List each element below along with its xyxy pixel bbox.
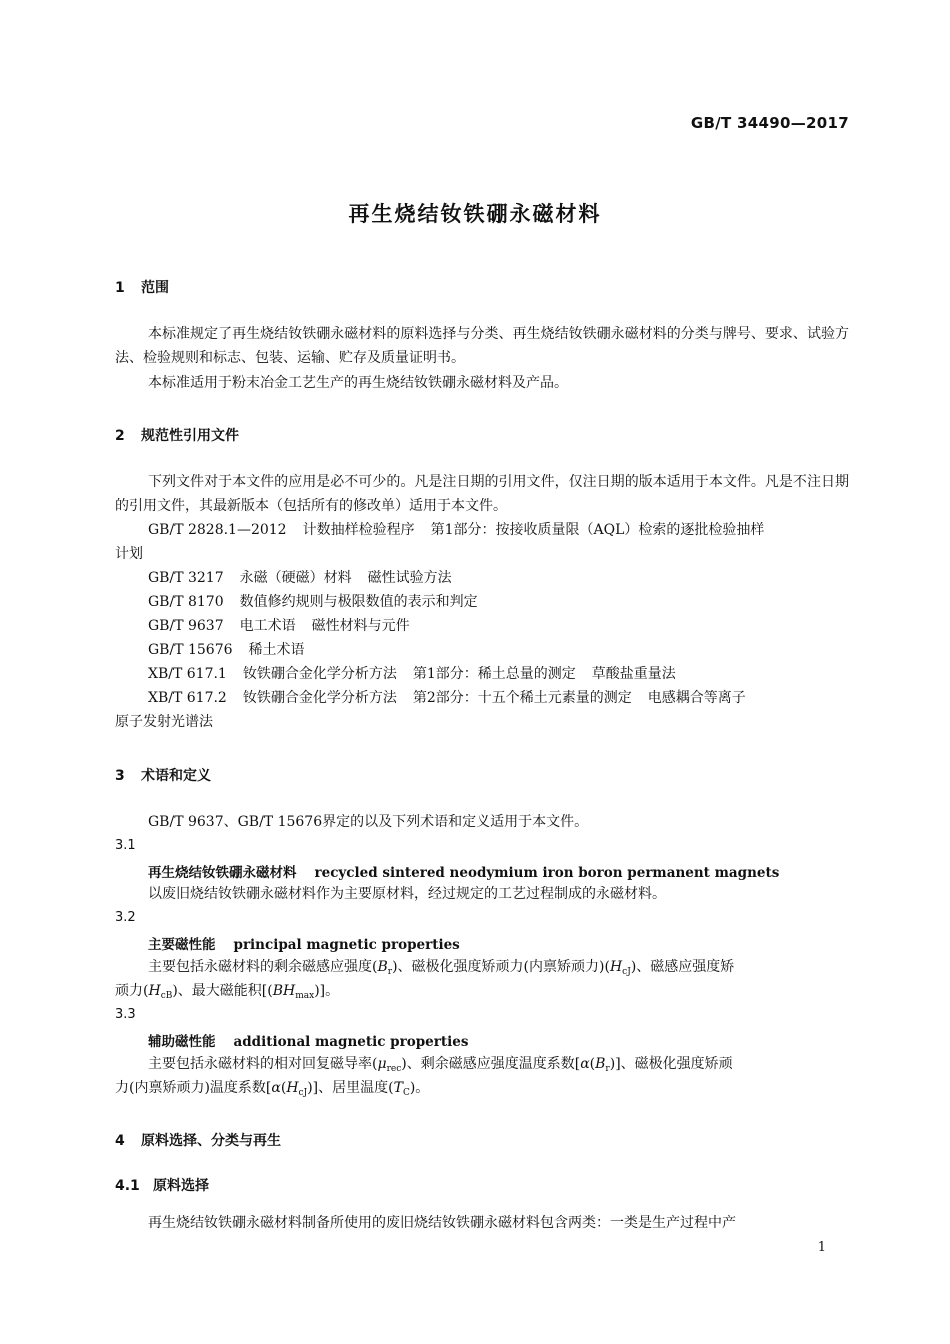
subscript: max xyxy=(295,991,315,1001)
section-title: 规范性引用文件 xyxy=(141,428,239,444)
section-number: 3 xyxy=(115,768,125,784)
symbol-h: H xyxy=(609,959,623,975)
definition-text: 主要包括永磁材料的剩余磁感应强度( xyxy=(148,959,378,975)
term-number: 3.3 xyxy=(115,1007,136,1022)
reference-item xyxy=(148,686,848,710)
symbol-bh: BH xyxy=(272,983,296,999)
definition-text: )]。 xyxy=(314,983,340,999)
reference-item xyxy=(148,590,848,614)
paragraph: 本标准规定了再生烧结钕铁硼永磁材料的原料选择与分类、再生烧结钕铁硼永磁材料的分类与牌号、要求、试验方法、检验规则和标志、包装、运输、贮存及质量证明书。 xyxy=(115,326,849,366)
term-title xyxy=(148,861,779,881)
reference-item xyxy=(148,614,848,638)
symbol-t: T xyxy=(393,1080,403,1096)
subscript: C xyxy=(402,1088,410,1098)
subscript: rec xyxy=(386,1064,402,1074)
reference-code: GB/T 9637 xyxy=(148,618,224,634)
section-3-heading xyxy=(115,765,211,785)
reference-item xyxy=(148,566,848,590)
subscript: r xyxy=(387,967,393,977)
reference-code: GB/T 15676 xyxy=(148,642,233,658)
definition-text: 力(内禀矫顽力)温度系数[ xyxy=(115,1080,272,1096)
reference-part: 第1部分：按接收质量限（AQL）检索的逐批检验抽样 xyxy=(430,522,765,538)
paragraph: 本标准适用于粉末冶金工艺生产的再生烧结钕铁硼永磁材料及产品。 xyxy=(148,375,568,391)
reference-part: 磁性试验方法 xyxy=(367,570,452,586)
term-english: additional magnetic properties xyxy=(233,1034,469,1050)
term-number: 3.2 xyxy=(115,910,136,925)
reference-code: XB/T 617.2 xyxy=(148,690,227,706)
term-definition-continuation: 力(内禀矫顽力)温度系数$[\alpha(H_{cJ})]$、居里温度$(T_C)$。 xyxy=(115,1080,430,1098)
definition-text: )]、磁极化强度矫顽 xyxy=(609,1056,733,1072)
subscript: cB xyxy=(160,991,173,1001)
definition-text: 顽力( xyxy=(115,983,149,999)
paragraph: GB/T 9637、GB/T 15676界定的以及下列术语和定义适用于本文件。 xyxy=(148,814,589,830)
term-definition: 以废旧烧结钕铁硼永磁材料作为主要原材料，经过规定的工艺过程制成的永磁材料。 xyxy=(148,886,666,902)
definition-text: )、磁感应强度矫 xyxy=(630,959,735,975)
symbol-h: H xyxy=(148,983,161,999)
paragraph: 下列文件对于本文件的应用是必不可少的。凡是注日期的引用文件，仅注日期的版本适用于本文件。凡是不注日期的引用文件，其最新版本（包括所有的修改单）适用于本文件。 xyxy=(115,474,849,514)
paragraph: 再生烧结钕铁硼永磁材料制备所使用的废旧烧结钕铁硼永磁材料包含两类：一类是生产过程中产 xyxy=(148,1215,736,1231)
reference-code: XB/T 617.1 xyxy=(148,666,227,682)
section-title: 术语和定义 xyxy=(141,768,211,784)
section-number: 1 xyxy=(115,280,125,296)
reference-title: 稀土术语 xyxy=(248,642,305,658)
reference-item xyxy=(148,662,848,686)
reference-part: 第1部分：稀土总量的测定 xyxy=(412,666,576,682)
section-number: 2 xyxy=(115,428,125,444)
section-title: 原料选择、分类与再生 xyxy=(141,1133,281,1149)
section-1-heading xyxy=(115,277,169,297)
reference-method: 草酸盐重量法 xyxy=(591,666,676,682)
term-english: recycled sintered neodymium iron boron permanent magnets xyxy=(314,865,780,881)
definition-text: )、剩余磁感应强度温度系数[ xyxy=(401,1056,581,1072)
term-definition: 主要包括永磁材料的相对回复磁导率$(\mu_{rec})$、剩余磁感应强度温度系数$[\alpha(B_r)]$、磁极化强度矫顽 xyxy=(148,1056,733,1074)
reference-part: 磁性材料与元件 xyxy=(311,618,410,634)
symbol-mu: μ xyxy=(377,1056,387,1072)
reference-item xyxy=(148,638,848,662)
definition-text: )、最大磁能积[( xyxy=(172,983,273,999)
term-chinese: 主要磁性能 xyxy=(148,937,216,953)
reference-continuation: 计划 xyxy=(115,546,143,562)
definition-text: 主要包括永磁材料的相对回复磁导率( xyxy=(148,1056,378,1072)
reference-method: 电感耦合等离子 xyxy=(647,690,746,706)
reference-code: GB/T 3217 xyxy=(148,570,224,586)
term-definition-continuation xyxy=(115,979,815,1008)
reference-item xyxy=(148,518,848,542)
section-4-heading xyxy=(115,1130,281,1150)
section-2-heading xyxy=(115,425,239,445)
reference-title: 钕铁硼合金化学分析方法 xyxy=(242,690,397,706)
reference-continuation: 原子发射光谱法 xyxy=(115,714,213,730)
symbol-b: B xyxy=(595,1056,606,1072)
definition-text: )]、居里温度( xyxy=(307,1080,394,1096)
reference-title: 电工术语 xyxy=(239,618,296,634)
subscript: cJ xyxy=(622,967,631,977)
page-number: 1 xyxy=(817,1240,826,1255)
definition-text: )。 xyxy=(409,1080,430,1096)
subscript: r xyxy=(605,1064,610,1074)
term-title xyxy=(148,933,460,953)
reference-title: 钕铁硼合金化学分析方法 xyxy=(242,666,397,682)
reference-part: 第2部分：十五个稀土元素量的测定 xyxy=(412,690,632,706)
symbol-b: B xyxy=(377,959,388,975)
symbol-alpha: α xyxy=(580,1056,590,1072)
term-title xyxy=(148,1030,468,1050)
symbol-alpha: α xyxy=(271,1080,281,1096)
section-number: 4 xyxy=(115,1133,125,1149)
document-title: 再生烧结钕铁硼永磁材料 xyxy=(348,202,602,226)
term-number: 3.1 xyxy=(115,838,136,853)
term-chinese: 辅助磁性能 xyxy=(148,1034,216,1050)
symbol-h: H xyxy=(286,1080,299,1096)
reference-code: GB/T 8170 xyxy=(148,594,224,610)
standard-code: GB/T 34490—2017 xyxy=(690,114,849,132)
subsection-4-1-heading xyxy=(115,1175,209,1195)
term-english: principal magnetic properties xyxy=(233,937,460,953)
reference-code: GB/T 2828.1—2012 xyxy=(148,522,287,538)
subsection-number: 4.1 xyxy=(115,1178,140,1194)
definition-text: )、磁极化强度矫顽力(内禀矫顽力)( xyxy=(392,959,610,975)
reference-title: 数值修约规则与极限数值的表示和判定 xyxy=(239,594,478,610)
subsection-title: 原料选择 xyxy=(153,1178,209,1194)
subscript: cJ xyxy=(298,1088,308,1098)
section-title: 范围 xyxy=(141,280,169,296)
reference-title: 计数抽样检验程序 xyxy=(302,522,415,538)
term-chinese: 再生烧结钕铁硼永磁材料 xyxy=(148,865,297,881)
reference-title: 永磁（硬磁）材料 xyxy=(239,570,352,586)
